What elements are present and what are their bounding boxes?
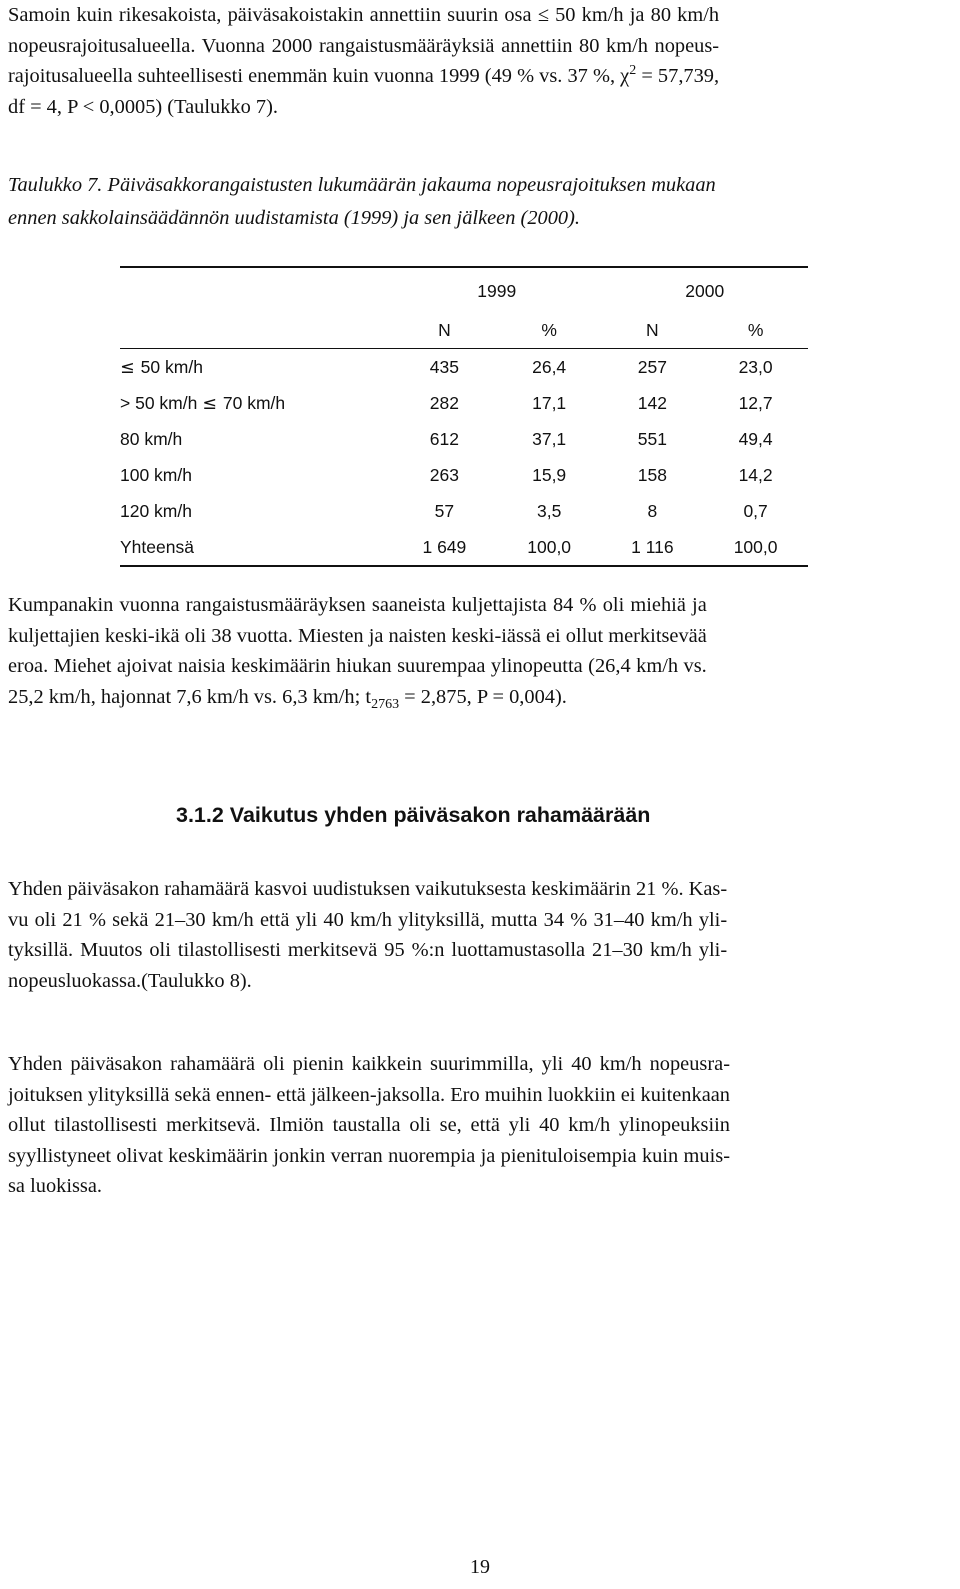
text-line: kuljettajien keski-ikä oli 38 vuotta. Miesten ja naisten keski-iässä ei ollut merkitsevää: [8, 624, 707, 647]
table-cell: 8: [647, 500, 658, 521]
table-cell: 26,4: [532, 356, 567, 377]
table-cell: 1 116: [631, 536, 674, 557]
text-line: Yhden päiväsakon rahamäärä kasvoi uudistuksen vaikutuksesta keskimäärin 21 %. Kas-: [8, 878, 728, 900]
table-cell: 435: [429, 356, 459, 377]
text-line: Yhden päiväsakon rahamäärä oli pienin kaikkein suurimmilla, yli 40 km/h nopeusra-: [8, 1053, 730, 1075]
table-cell: 12,7: [738, 392, 773, 413]
table-row: [120, 385, 808, 421]
less-equal-symbol: ≤: [202, 393, 217, 414]
table-cell: 14,2: [738, 464, 773, 485]
table-cell: 282: [429, 392, 459, 413]
table-subheader-row: [120, 312, 808, 349]
text-line: Samoin kuin rikesakoista, päiväsakoistakin annettiin suurin osa ≤ 50 km/h ja 80 km/h: [8, 4, 720, 26]
table-year-row: [120, 267, 808, 312]
t-subscript: 2763: [371, 696, 400, 712]
table-cell: 17,1: [532, 392, 567, 413]
table-cell: 142: [637, 392, 667, 413]
table-cell: 551: [637, 428, 667, 449]
paragraph-fine-amount: [8, 874, 727, 996]
column-header: N: [392, 312, 497, 349]
row-label: Yhteensä: [120, 536, 194, 557]
text-line: 25,2 km/h, hajonnat 7,6 km/h vs. 6,3 km/h; $t_{2763} = 2,875$, P = 0,004).: [8, 685, 567, 712]
text-segment: rajoitusalueella suhteellisesti enemmän kuin vuonna 1999 (49 % vs. 37 %,: [8, 65, 616, 87]
text-line: sa luokissa.: [8, 1175, 103, 1197]
less-equal-symbol: ≤: [120, 357, 135, 378]
text-line: df = 4, P < 0,0005) (Taulukko 7).: [8, 95, 279, 118]
table-cell: 15,9: [532, 464, 567, 485]
text-line: ollut tilastollisesti merkitsevä. Ilmiön taustalla oli se, että yli 40 km/h ylinopeuksiin: [8, 1114, 730, 1136]
row-label: > 50 km/h ≤ 70 km/h: [120, 392, 286, 414]
row-label: 100 km/h: [120, 464, 192, 485]
table-row: [120, 457, 808, 493]
year-header: 2000: [685, 280, 725, 301]
text-line: [8, 61, 719, 92]
table-cell: 612: [429, 428, 459, 449]
chi-superscript: 2: [629, 63, 637, 79]
column-header: %: [703, 312, 808, 349]
caption-line: ennen sakkolainsäädännön uudistamista (1999) ja sen jälkeen (2000).: [8, 206, 580, 229]
chi-symbol: χ: [620, 65, 630, 87]
table-cell: 37,1: [532, 428, 567, 449]
text-line: eroa. Miehet ajoivat naisia keskimäärin hiukan suurempaa ylinopeutta (26,4 km/h vs.: [8, 655, 707, 677]
text-line: nopeusrajoitusalueella. Vuonna 2000 rangaistusmääräyksiä annettiin 80 km/h nopeus-: [8, 34, 720, 57]
table-cell: 100,0: [733, 536, 778, 557]
table-row: [120, 349, 808, 386]
paragraph-speed-zones: [8, 0, 719, 122]
section-heading: 3.1.2 Vaikutus yhden päiväsakon rahamäärään: [176, 803, 651, 827]
table-cell: 263: [429, 464, 459, 485]
table-cell: 57: [434, 500, 455, 521]
table-row: [120, 493, 808, 529]
row-label: 80 km/h: [120, 428, 183, 449]
text-segment: = 57,739,: [636, 65, 720, 87]
caption-line: Taulukko 7. Päiväsakkorangaistusten lukumäärän jakauma nopeusrajoituksen mukaan: [8, 174, 716, 196]
paragraph-drivers: [8, 590, 707, 712]
page-number: 19: [470, 1556, 490, 1578]
text-line: syyllistyneet olivat keskimäärin jonkin verran nuorempia ja pienituloisempia kuin muis-: [8, 1144, 730, 1167]
row-label: 120 km/h: [120, 500, 192, 521]
paragraph-smallest-fine: [8, 1049, 730, 1202]
text-line: vu oli 21 % sekä 21–30 km/h että yli 40 km/h ylityksillä, mutta 34 % 31–40 km/h yli-: [8, 908, 728, 931]
text-line: Kumpanakin vuonna rangaistusmääräyksen saaneista kuljettajista 84 % oli miehiä ja: [8, 594, 707, 616]
table-row-total: [120, 529, 808, 566]
table-cell: 49,4: [738, 428, 773, 449]
table-cell: 257: [637, 356, 667, 377]
text-line: tyksillä. Muutos oli tilastollisesti merkitsevä 95 %:n luottamustasolla 21–30 km/h yli-: [8, 939, 728, 961]
row-label: ≤ 50 km/h: [120, 356, 203, 378]
column-header: N: [602, 312, 704, 349]
table-cell: 23,0: [738, 356, 773, 377]
text-line: joituksen ylityksillä sekä ennen- että jälkeen-jaksolla. Ero muihin luokkiin ei kuitenkaan: [8, 1083, 730, 1106]
table-caption: [8, 169, 716, 234]
table-cell: 100,0: [527, 536, 572, 557]
column-header: %: [497, 312, 602, 349]
speed-limit-table: [120, 266, 808, 567]
table-row: [120, 421, 808, 457]
table-cell: 158: [637, 464, 667, 485]
table-cell: 0,7: [743, 500, 768, 521]
table-cell: 1 649: [422, 536, 467, 557]
year-header: 1999: [477, 280, 517, 301]
table-cell: 3,5: [536, 500, 562, 521]
text-line: nopeusluokassa.(Taulukko 8).: [8, 969, 252, 992]
